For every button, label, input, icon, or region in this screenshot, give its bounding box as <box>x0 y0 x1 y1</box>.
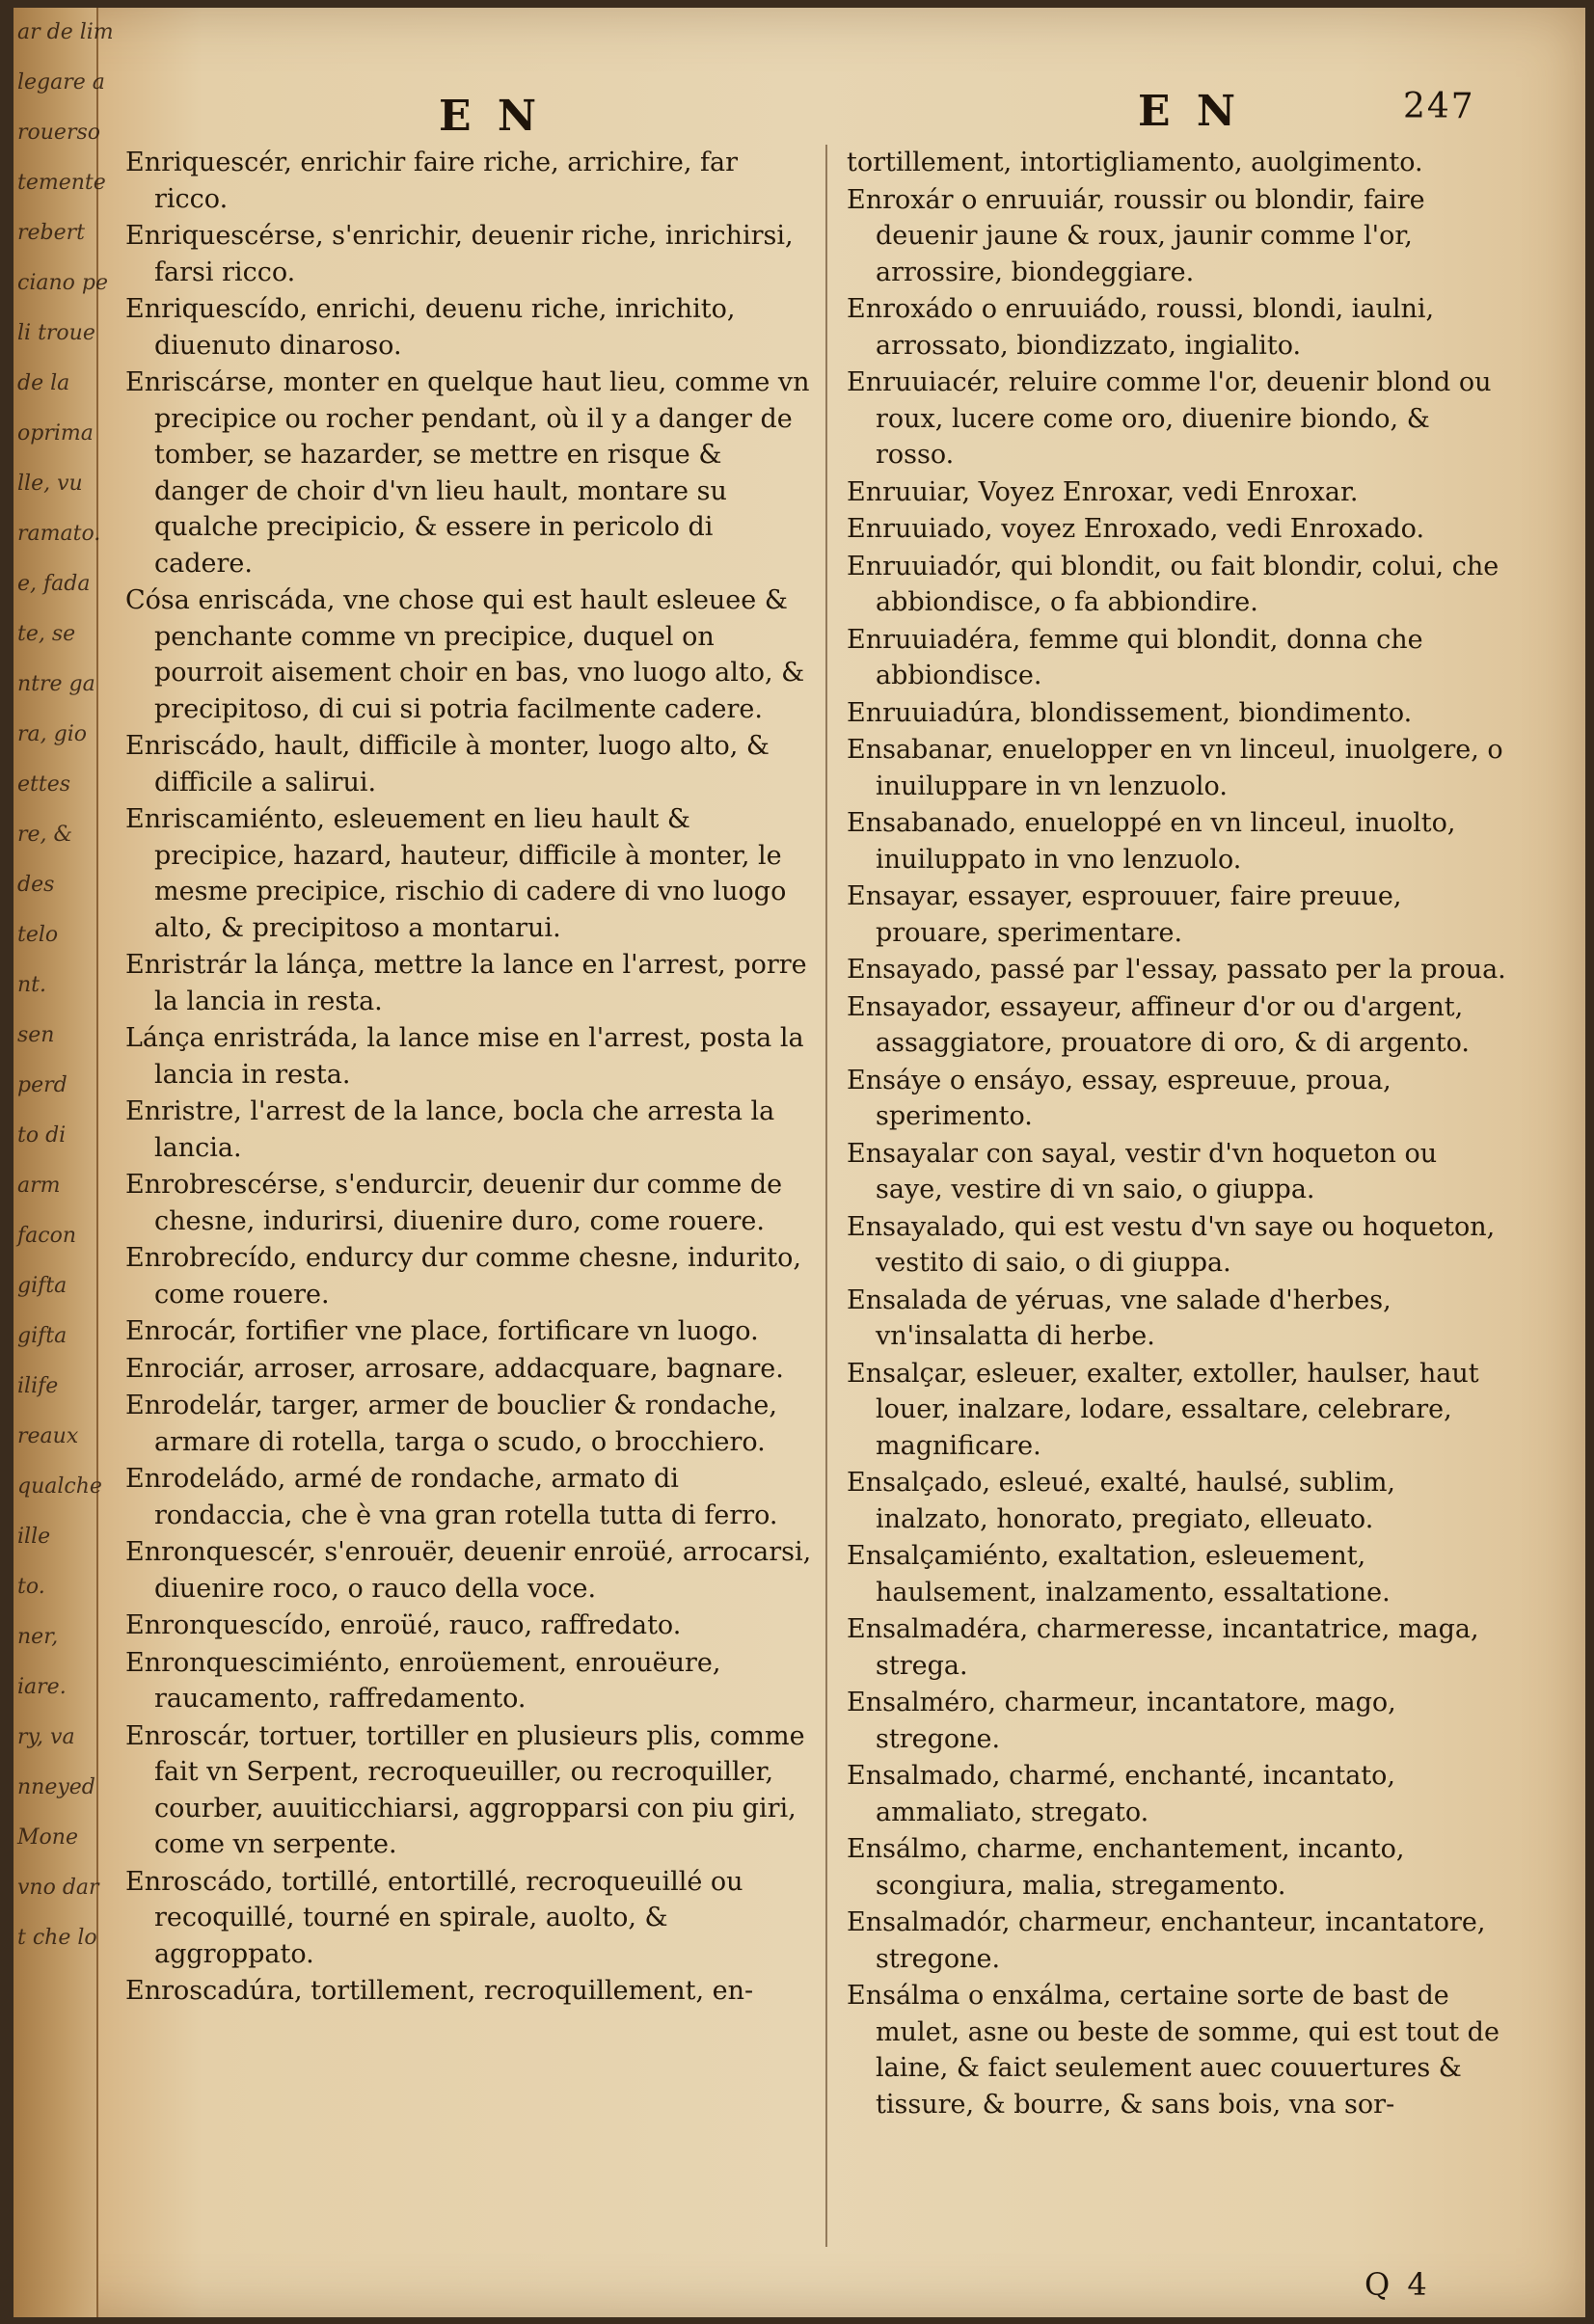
dictionary-entry: Ensayar, essayer, esprouuer, faire preuue, prouare, sperimentare. <box>847 881 1402 948</box>
dictionary-entry: Enruuiar, Voyez Enroxar, vedi Enroxar. <box>847 476 1359 507</box>
margin-text-fragment: ramato. <box>17 522 101 546</box>
margin-text-fragment: telo <box>17 923 59 947</box>
margin-text-fragment: li troue <box>17 321 95 345</box>
dictionary-entry: Enronquescér, s'enrouër, deuenir enroüé, arrocarsi, diuenire roco, o rauco della voce. <box>125 1537 812 1604</box>
margin-text-fragment: Mone <box>17 1825 78 1850</box>
dictionary-entry: Enruuiado, voyez Enroxado, vedi Enroxado. <box>847 514 1425 544</box>
margin-text-fragment: to. <box>17 1575 45 1599</box>
facing-page-margin <box>14 8 114 2317</box>
dictionary-entry: Ensabanado, enueloppé en vn linceul, inuolto, inuiluppato in vno lenzuolo. <box>847 808 1456 875</box>
dictionary-entry: Enruuiadéra, femme qui blondit, donna che abbiondisce. <box>847 624 1423 690</box>
margin-text-fragment: ille <box>17 1525 51 1549</box>
margin-text-fragment: ner, <box>17 1625 59 1649</box>
margin-text-fragment: qualche <box>17 1474 102 1499</box>
margin-text-fragment: ilife <box>17 1374 59 1398</box>
margin-text-fragment: te, se <box>17 622 76 646</box>
dictionary-entry: Enristrár la lánça, mettre la lance en l'arrest, porre la lancia in resta. <box>125 950 807 1016</box>
margin-text-fragment: de la <box>17 371 70 395</box>
column-rule <box>825 145 827 2247</box>
margin-text-fragment: perd <box>17 1073 68 1097</box>
dictionary-entry: Enruuiadúra, blondissement, biondimento. <box>847 697 1413 728</box>
dictionary-entry: Enroxádo o enruuiádo, roussi, blondi, iaulni, arrossato, biondizzato, ingialito. <box>847 294 1435 361</box>
dictionary-entry: Ensalçar, esleuer, exalter, extoller, haulser, haut louer, inalzare, lodare, essaltare, celebrare, magnificare. <box>847 1358 1479 1461</box>
dictionary-entry: Enrocár, fortifier vne place, fortificare vn luogo. <box>125 1316 759 1346</box>
dictionary-entry: Enrodelár, targer, armer de bouclier & rondache, armare di rotella, targa o scudo, o brocchiero. <box>125 1391 777 1457</box>
dictionary-entry: Ensalmado, charmé, enchanté, incantato, ammaliato, stregato. <box>847 1761 1395 1827</box>
dictionary-entry: Enruuiacér, reluire comme l'or, deuenir blond ou roux, lucere come oro, diuenire biondo, & rosso. <box>847 367 1492 470</box>
margin-text-fragment: reaux <box>17 1424 79 1448</box>
running-head-right: E N <box>1138 87 1242 136</box>
margin-text-fragment: temente <box>17 171 106 195</box>
margin-text-fragment: re, & <box>17 823 73 847</box>
dictionary-entry: Enrociár, arroser, arrosare, addacquare, bagnare. <box>125 1353 784 1384</box>
dictionary-entry: Enroscár, tortuer, tortiller en plusieurs plis, comme fait vn Serpent, recroqueuiller, ou recroquiller, courber, auuiticchiarsi, aggropparsi con piu giri, come vn serpente. <box>125 1720 805 1859</box>
dictionary-entry: tortillement, intortigliamento, auolgimento. <box>847 148 1423 177</box>
margin-text-fragment: gifta <box>17 1324 68 1348</box>
margin-text-fragment: iare. <box>17 1675 67 1699</box>
margin-text-fragment: ettes <box>17 772 71 797</box>
dictionary-entry: Enroscadúra, tortillement, recroquillement, en- <box>125 1976 754 2006</box>
margin-text-fragment: ar de lim <box>17 20 114 44</box>
margin-text-fragment: ntre ga <box>17 672 95 696</box>
dictionary-entry: Enrodeládo, armé de rondache, armato di rondaccia, che è vna gran rotella tutta di ferro. <box>125 1464 778 1530</box>
dictionary-entry: Enristre, l'arrest de la lance, bocla che arresta la lancia. <box>125 1096 775 1163</box>
dictionary-entry: Enroscádo, tortillé, entortillé, recroqueuillé ou recoquillé, tourné en spirale, auolto, & aggroppato. <box>125 1866 743 1969</box>
dictionary-entry: Enronquescimiénto, enroüement, enrouëure, raucamento, raffredamento. <box>125 1647 721 1714</box>
dictionary-entry: Ensayalar con sayal, vestir d'vn hoqueton ou saye, vestire di vn saio, o giuppa. <box>847 1138 1438 1204</box>
dictionary-entry: Ensalada de yéruas, vne salade d'herbes, vn'insalatta di herbe. <box>847 1284 1391 1351</box>
signature-mark: Q 4 <box>1364 2266 1431 2303</box>
dictionary-entry: Ensayador, essayeur, affineur d'or ou d'argent, assaggiatore, prouatore di oro, & di argento. <box>847 991 1470 1058</box>
dictionary-entry: Enriquescído, enrichi, deuenu riche, inrichito, diuenuto dinaroso. <box>125 294 736 361</box>
dictionary-entry: Enrobrescérse, s'endurcir, deuenir dur comme de chesne, indurirsi, diuenire duro, come rouere. <box>125 1170 783 1236</box>
margin-text-fragment: gifta <box>17 1274 68 1298</box>
margin-text-fragment: ciano pe <box>17 271 108 295</box>
dictionary-entry: Cósa enriscáda, vne chose qui est hault esleuee & penchante comme vn precipice, duquel on pourroit aisement choir en bas, vno luogo alto, & precipitoso, di cui si potria facilmente cadere. <box>125 585 805 724</box>
margin-text-fragment: rebert <box>17 221 85 245</box>
dictionary-entry: Ensalméro, charmeur, incantatore, mago, stregone. <box>847 1688 1396 1754</box>
right-column <box>847 145 1512 2123</box>
dictionary-entry: Enriscamiénto, esleuement en lieu hault & precipice, hazard, hauteur, difficile à monter, le mesme precipice, rischio di cadere di vno luogo alto, & precipitoso a montarui. <box>125 804 787 943</box>
dictionary-entry: Enriquescérse, s'enrichir, deuenir riche, inrichirsi, farsi ricco. <box>125 221 794 287</box>
margin-text-fragment: ry, va <box>17 1725 75 1749</box>
dictionary-entry: Ensáye o ensáyo, essay, espreuue, proua, sperimento. <box>847 1065 1391 1131</box>
margin-text-fragment: facon <box>17 1224 76 1248</box>
dictionary-entry: Enrobrecído, endurcy dur comme chesne, indurito, come rouere. <box>125 1243 801 1310</box>
dictionary-entry: Enronquescído, enroüé, rauco, raffredato. <box>125 1610 682 1640</box>
dictionary-entry: Lánça enristráda, la lance mise en l'arrest, posta la lancia in resta. <box>125 1023 804 1090</box>
dictionary-entry: Ensalçamiénto, exaltation, esleuement, haulsement, inalzamento, essaltatione. <box>847 1541 1391 1608</box>
margin-text-fragment: nt. <box>17 973 47 997</box>
running-head-left: E N <box>439 92 543 141</box>
dictionary-entry: Ensálmo, charme, enchantement, incanto, scongiura, malia, stregamento. <box>847 1834 1405 1901</box>
dictionary-entry: Enroxár o enruuiár, roussir ou blondir, faire deuenir jaune & roux, jaunir comme l'or, arrossire, biondeggiare. <box>847 184 1425 287</box>
margin-text-fragment: t che lo <box>17 1926 97 1950</box>
left-column <box>125 145 815 2011</box>
dictionary-entry: Ensayado, passé par l'essay, passato per la proua. <box>847 955 1506 985</box>
margin-text-fragment: rouerso <box>17 121 101 145</box>
dictionary-entry: Enriscádo, hault, difficile à monter, luogo alto, & difficile a salirui. <box>125 731 770 797</box>
margin-text-fragment: vno dar <box>17 1876 99 1900</box>
dictionary-entry: Ensalçado, esleué, exalté, haulsé, sublim, inalzato, honorato, pregiato, elleuato. <box>847 1468 1396 1534</box>
dictionary-entry: Enruuiadór, qui blondit, ou fait blondir, colui, che abbiondisce, o fa abbiondire. <box>847 551 1499 617</box>
margin-text-fragment: des <box>17 873 55 897</box>
margin-text-fragment: ra, gio <box>17 722 87 746</box>
page-number: 247 <box>1403 87 1475 126</box>
dictionary-entry: Ensabanar, enuelopper en vn linceul, inuolgere, o inuiluppare in vn lenzuolo. <box>847 735 1503 801</box>
margin-text-fragment: to di <box>17 1123 67 1148</box>
margin-text-fragment: nneyed <box>17 1775 95 1799</box>
margin-text-fragment: sen <box>17 1023 55 1047</box>
dictionary-entry: Enriscárse, monter en quelque haut lieu, comme vn precipice ou rocher pendant, où il y a danger de tomber, se hazarder, se mettre en risque & danger de choir d'vn lieu hault, montare su qualche precipicio, & essere in pericolo di cadere. <box>125 367 810 579</box>
dictionary-entry: Ensalmadéra, charmeresse, incantatrice, maga, strega. <box>847 1614 1479 1681</box>
margin-text-fragment: oprima <box>17 421 94 446</box>
dictionary-entry: Ensayalado, qui est vestu d'vn saye ou hoqueton, vestito di saio, o di giuppa. <box>847 1211 1496 1278</box>
dictionary-entry: Ensalmadór, charmeur, enchanteur, incantatore, stregone. <box>847 1907 1486 1974</box>
margin-text-fragment: legare a <box>17 70 105 95</box>
dictionary-entry: Ensálma o enxálma, certaine sorte de bast de mulet, asne ou beste de somme, qui est tout de laine, & faict seulement auec couuertures & tissure, & bourre, & sans bois, vna sor- <box>847 1981 1499 2120</box>
margin-text-fragment: e, fada <box>17 572 91 596</box>
margin-text-fragment: lle, vu <box>17 472 83 496</box>
dictionary-entry: Enriquescér, enrichir faire riche, arrichire, far ricco. <box>125 148 739 214</box>
margin-text-fragment: arm <box>17 1174 61 1198</box>
